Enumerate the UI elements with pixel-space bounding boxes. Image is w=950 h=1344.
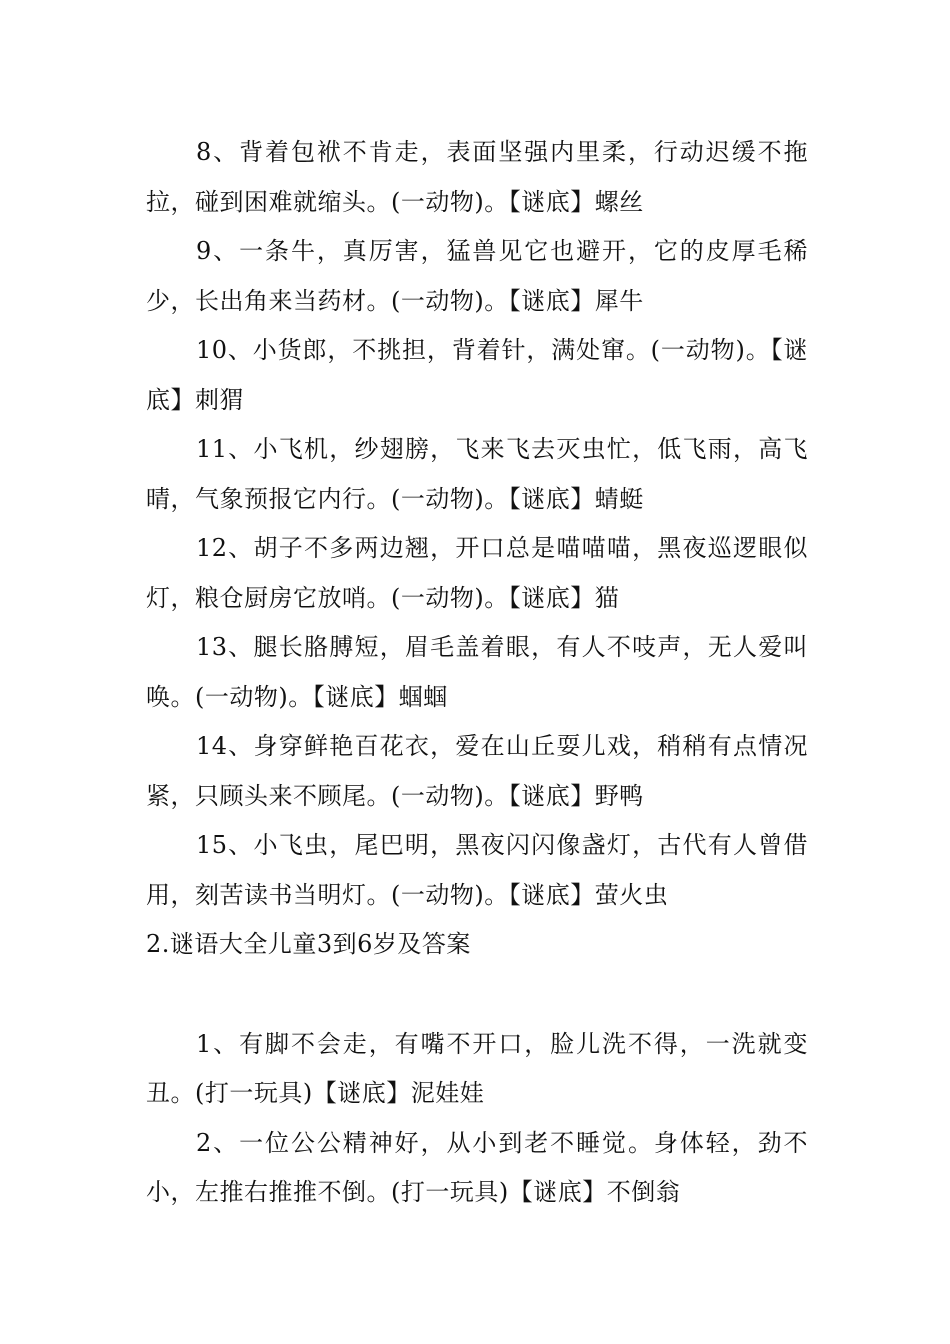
- riddle-15: 15、小飞虫，尾巴明，黑夜闪闪像盏灯，古代有人曾借用，刻苦读书当明灯。(一动物)。【谜底】萤火虫: [146, 831, 808, 909]
- riddle-10: 10、小货郎，不挑担，背着针，满处窜。(一动物)。【谜底】刺猬: [146, 336, 808, 414]
- riddle-12: 12、胡子不多两边翘，开口总是喵喵喵，黑夜巡逻眼似灯，粮仓厨房它放哨。(一动物)。【谜底】猫: [146, 534, 808, 612]
- riddle-8: 8、背着包袱不肯走，表面坚强内里柔，行动迟缓不拖拉，碰到困难就缩头。(一动物)。【谜底】螺丝: [146, 138, 808, 216]
- document-page: [146, 128, 808, 1218]
- riddle-1: 1、有脚不会走，有嘴不开口，脸儿洗不得，一洗就变丑。(打一玩具)【谜底】泥娃娃: [146, 1029, 808, 1107]
- riddle-13: 13、腿长胳膊短，眉毛盖着眼，有人不吱声，无人爱叫唤。(一动物)。【谜底】蝈蝈: [146, 633, 808, 711]
- riddle-9: 9、一条牛，真厉害，猛兽见它也避开，它的皮厚毛稀少，长出角来当药材。(一动物)。【谜底】犀牛: [146, 237, 808, 315]
- riddle-11: 11、小飞机，纱翅膀，飞来飞去灭虫忙，低飞雨，高飞晴，气象预报它内行。(一动物)。【谜底】蜻蜓: [146, 435, 808, 513]
- section-heading: 2.谜语大全儿童3到6岁及答案: [146, 930, 471, 958]
- riddle-14: 14、身穿鲜艳百花衣，爱在山丘耍儿戏，稍稍有点情况紧，只顾头来不顾尾。(一动物)。【谜底】野鸭: [146, 732, 808, 810]
- riddle-2: 2、一位公公精神好，从小到老不睡觉。身体轻，劲不小，左推右推推不倒。(打一玩具)【谜底】不倒翁: [146, 1128, 808, 1206]
